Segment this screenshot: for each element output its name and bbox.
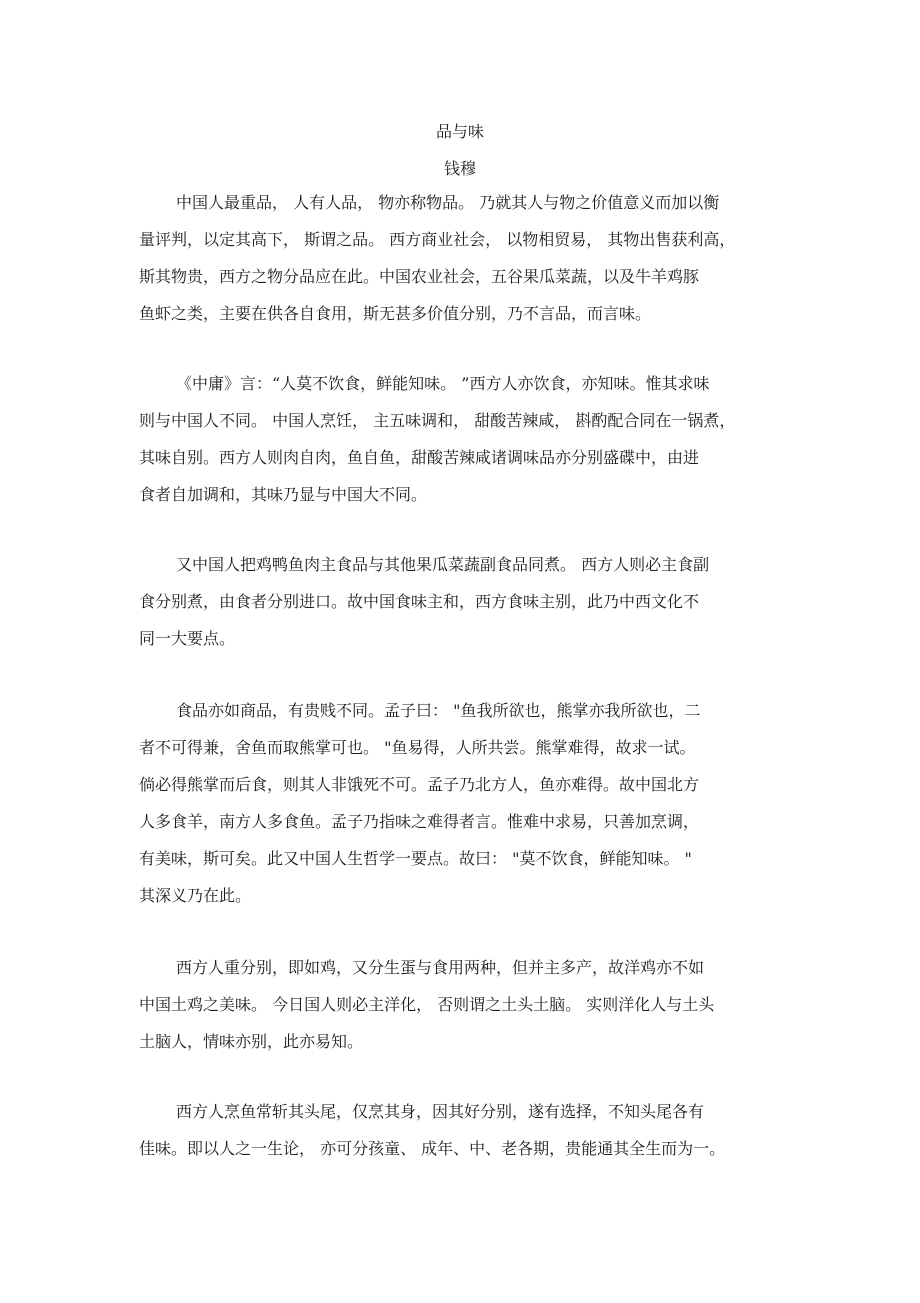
paragraph-2-line-4: 食者自加调和，其味乃显与中国大不同。 [139,485,428,504]
paragraph-2-line-2: 则与中国人不同。 中国人烹饪， 主五味调和， 甜酸苦辣咸， 斟酌配合同在一锅煮， [139,411,736,430]
paragraph-1-line-1: 中国人最重品， 人有人品， 物亦称物品。 乃就其人与物之价值意义而加以衡 [176,193,720,212]
paragraph-4-line-5: 有美味，斯可矣。此又中国人生哲学一要点。故曰： "莫不饮食，鲜能知味。 " [139,849,692,868]
paragraph-4-line-3: 倘必得熊掌而后食，则其人非饿死不可。孟子乃北方人，鱼亦难得。故中国北方 [139,775,700,794]
paragraph-3-line-2: 食分别煮，由食者分别进口。故中国食味主和，西方食味主别，此乃中西文化不 [139,592,700,611]
paragraph-4-line-4: 人多食羊，南方人多食鱼。孟子乃指味之难得者言。惟难中求易，只善加烹调， [139,812,700,831]
paragraph-5-line-3: 土脑人，情味亦别，此亦易知。 [139,1032,364,1051]
article-author: 钱穆 [443,159,476,178]
paragraph-4-line-1: 食品亦如商品，有贵贱不同。孟子曰： "鱼我所欲也，熊掌亦我所欲也，二 [176,701,701,720]
paragraph-6-line-2: 佳味。即以人之一生论， 亦可分孩童、 成年、中、老各期，贵能通其全生而为一。 [139,1139,726,1158]
paragraph-3-line-1: 又中国人把鸡鸭鱼肉主食品与其他果瓜菜蔬副食品同煮。 西方人则必主食副 [176,555,710,574]
paragraph-2-line-1: 《中庸》言：“人莫不饮食，鲜能知味。 ”西方人亦饮食，亦知味。惟其求味 [176,374,710,393]
paragraph-6-line-1: 西方人烹鱼常斩其头尾，仅烹其身，因其好分别，遂有选择，不知头尾各有 [176,1102,705,1121]
paragraph-1-line-4: 鱼虾之类，主要在供各自食用，斯无甚多价值分别，乃不言品，而言味。 [139,304,652,323]
paragraph-2-line-3: 其味自别。西方人则肉自肉，鱼自鱼，甜酸苦辣咸诸调味品亦分别盛碟中，由进 [139,448,700,467]
article-title: 品与味 [435,122,484,141]
paragraph-5-line-2: 中国土鸡之美味。 今日国人则必主洋化， 否则谓之土头土脑。 实则洋化人与土头 [139,995,715,1014]
paragraph-5-line-1: 西方人重分别，即如鸡，又分生蛋与食用两种，但并主多产，故洋鸡亦不如 [176,958,705,977]
paragraph-1-line-2: 量评判，以定其高下， 斯谓之品。 西方商业社会， 以物相贸易， 其物出售获利高， [139,230,736,249]
paragraph-4-line-6: 其深义乃在此。 [139,886,252,905]
paragraph-4-line-2: 者不可得兼，舍鱼而取熊掌可也。 "鱼易得，人所共尝。熊掌难得，故求一试。 [139,738,696,757]
paragraph-1-line-3: 斯其物贵，西方之物分品应在此。中国农业社会，五谷果瓜菜蔬，以及牛羊鸡豚 [139,267,700,286]
paragraph-3-line-3: 同一大要点。 [139,629,236,648]
